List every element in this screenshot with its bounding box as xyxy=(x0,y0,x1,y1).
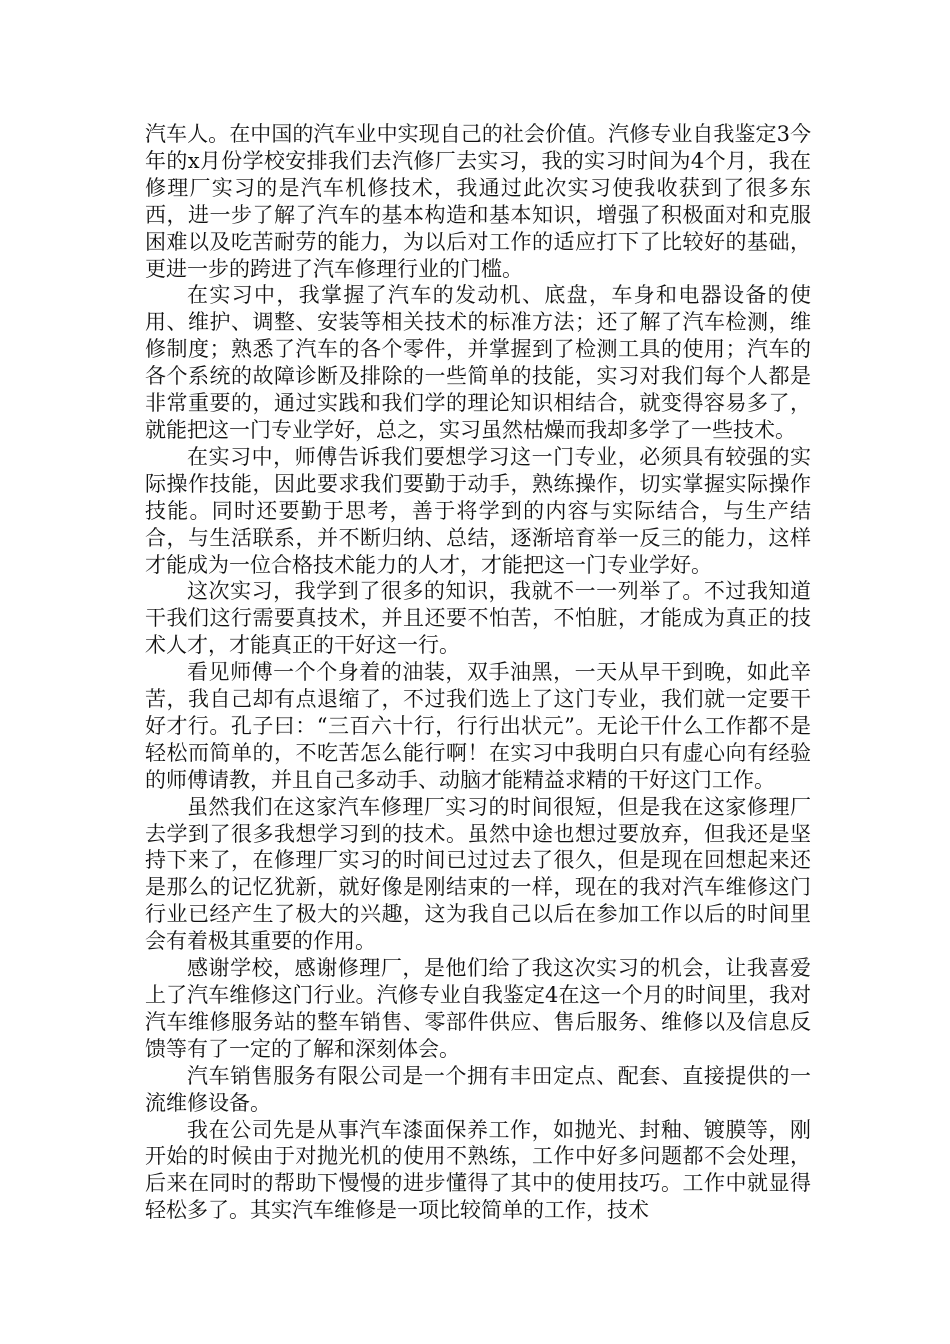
paragraph-company-intro: 汽车销售服务有限公司是一个拥有丰田定点、配套、直接提供的一流维修设备。 xyxy=(145,1063,811,1115)
document-body xyxy=(145,121,811,1224)
paragraph-knowledge-gained: 这次实习，我学到了很多的知识，我就不一一列举了。不过我知道干我们这行需要真技术，并且还要不怕苦，不怕脏，才能成为真正的技术人才，才能真正的干好这一行。 xyxy=(145,579,811,658)
paragraph-gratitude: 感谢学校，感谢修理厂，是他们给了我这次实习的机会，让我喜爱上了汽车维修这门行业。汽修专业自我鉴定4在这一个月的时间里，我对汽车维修服务站的整车销售、零部件供应、售后服务、维修以及信息反馈等有了一定的了解和深刻体会。 xyxy=(145,956,811,1061)
paragraph-master-advice: 在实习中，师傅告诉我们要想学习这一门专业，必须具有较强的实际操作技能，因此要求我们要勤于动手，熟练操作，切实掌握实际操作技能。同时还要勤于思考，善于将学到的内容与实际结合，与生产结合，与生活联系，并不断归纳、总结，逐渐培育举一反三的能力，这样才能成为一位合格技术能力的人才，才能把这一门专业学好。 xyxy=(145,444,811,577)
paragraph-internship-overview: 汽车人。在中国的汽车业中实现自己的社会价值。汽修专业自我鉴定3今年的x月份学校安排我们去汽修厂去实习，我的实习时间为4个月，我在修理厂实习的是汽车机修技术，我通过此次实习使我收获到了很多东西，进一步了解了汽车的基本构造和基本知识，增强了积极面对和克服困难以及吃苦耐劳的能力，为以后对工作的适应打下了比较好的基础，更进一步的跨进了汽车修理行业的门槛。 xyxy=(145,122,811,281)
paragraph-paint-care-work: 我在公司先是从事汽车漆面保养工作，如抛光、封釉、镀膜等，刚开始的时候由于对抛光机的使用不熟练，工作中好多问题都不会处理，后来在同时的帮助下慢慢的进步懂得了其中的使用技巧。工作中就显得轻松多了。其实汽车维修是一项比较简单的工作，技术 xyxy=(145,1117,811,1223)
paragraph-reflection: 虽然我们在这家汽车修理厂实习的时间很短，但是我在这家修理厂去学到了很多我想学习到的技术。虽然中途也想过要放弃，但我还是坚持下来了，在修理厂实习的时间已过过去了很久，但是现在回想起来还是那么的记忆犹新，就好像是刚结束的一样，现在的我对汽车维修这门行业已经产生了极大的兴趣，这为我自己以后在参加工作以后的时间里会有着极其重要的作用。 xyxy=(145,794,811,954)
paragraph-hard-work: 看见师傅一个个身着的油装，双手油黑，一天从早干到晚，如此辛苦，我自己却有点退缩了，不过我们选上了这门专业，我们就一定要干好才行。孔子曰：“三百六十行，行行出状元”。无论干什么工作都不是轻松而简单的，不吃苦怎么能行啊！在实习中我明白只有虚心向有经验的师傅请教，并且自己多动手、动脑才能精益求精的干好这门工作。 xyxy=(145,660,811,792)
paragraph-skills-learned: 在实习中，我掌握了汽车的发动机、底盘，车身和电器设备的使用、维护、调整、安装等相关技术的标准方法；还了解了汽车检测，维修制度；熟悉了汽车的各个零件，并掌握到了检测工具的使用；汽车的各个系统的故障诊断及排除的一些简单的技能，实习对我们每个人都是非常重要的，通过实践和我们学的理论知识相结合，就变得容易多了，就能把这一门专业学好，总之，实习虽然枯燥而我却多学了一些技术。 xyxy=(145,283,811,442)
